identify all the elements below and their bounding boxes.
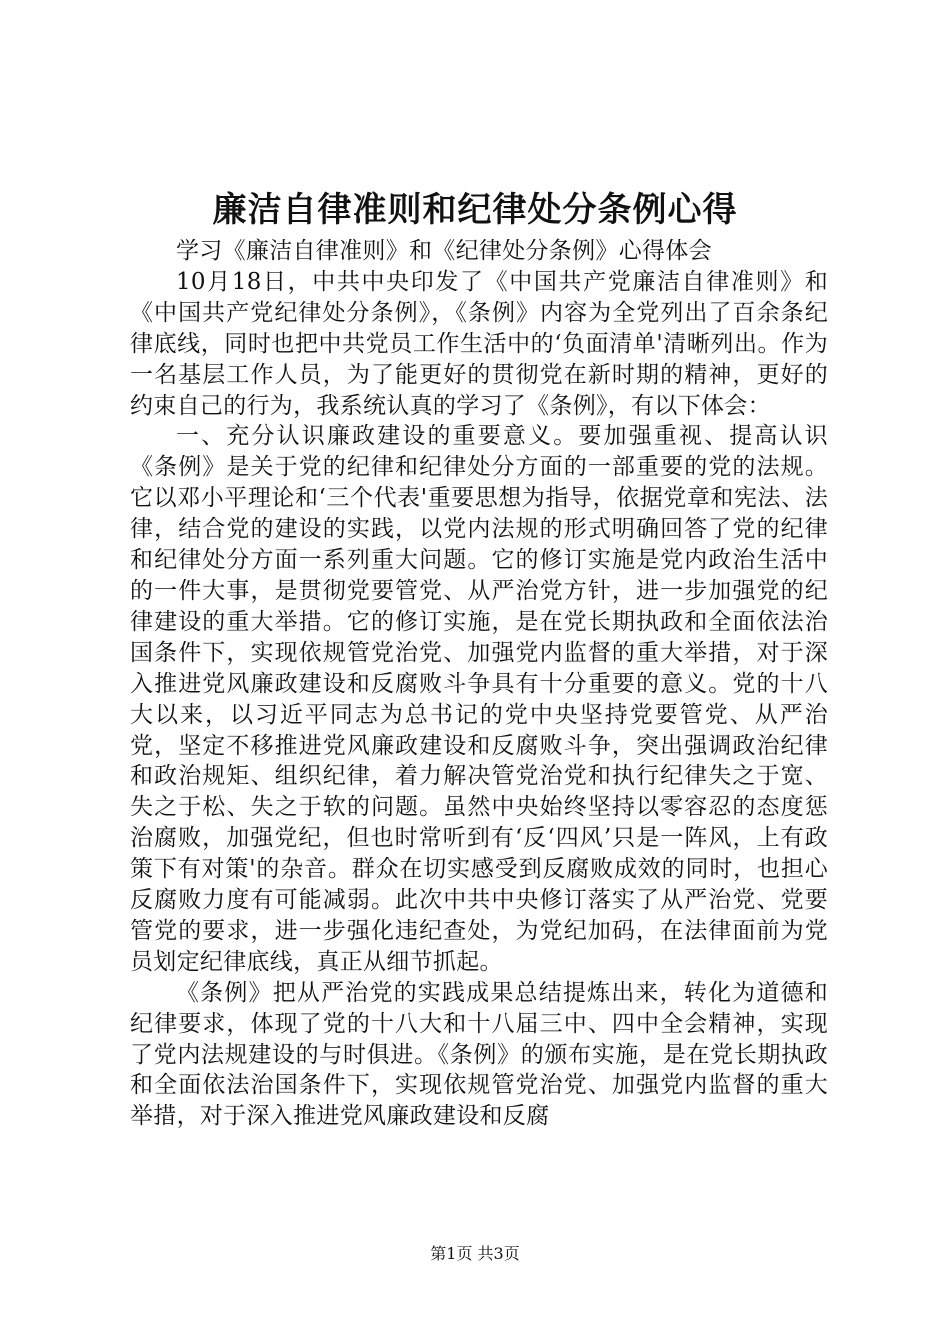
- intro-paragraph: 10月18日，中共中央印发了《中国共产党廉洁自律准则》和《中国共产党纪律处分条例》，《条例》内容为全党列出了百余条纪律底线，同时也把中共党员工作生活中的‘负面清单'清晰列出。作为一名基层工作人员，为了能更好的贯彻党在新时期的精神，更好的约束自己的行为，我系统认真的学习了《条例》，有以下体会：: [130, 268, 828, 419]
- section-one-paragraph: 一、充分认识廉政建设的重要意义。要加强重视、提高认识《条例》是关于党的纪律和纪律处分方面的一部重要的党的法规。它以邓小平理论和‘三个代表'重要思想为指导，依据党章和宪法、法律，结合党的建设的实践，以党内法规的形式明确回答了党的纪律和纪律处分方面一系列重大问题。它的修订实施是党内政治生活中的一件大事，是贯彻党要管党、从严治党方针，进一步加强党的纪律建设的重大举措。它的修订实施，是在党长期执政和全面依法治国条件下，实现依规管党治党、加强党内监督的重大举措，对于深入推进党风廉政建设和反腐败斗争具有十分重要的意义。党的十八大以来，以习近平同志为总书记的党中央坚持党要管党、从严治党，坚定不移推进党风廉政建设和反腐败斗争，突出强调政治纪律和政治规矩、组织纪律，着力解决管党治党和执行纪律失之于宽、失之于松、失之于软的问题。虽然中央始终坚持以零容忍的态度惩治腐败，加强党纪，但也时常听到有‘反‘四风’只是一阵风，上有政策下有对策'的杂音。群众在切实感受到反腐败成效的同时，也担心反腐败力度有可能减弱。此次中共中央修订落实了从严治党、党要管党的要求，进一步强化违纪查处，为党纪加码，在法律面前为党员划定纪律底线，真正从细节抓起。: [130, 423, 828, 975]
- document-body: [130, 236, 828, 1132]
- subtitle-paragraph: 学习《廉洁自律准则》和《纪律处分条例》心得体会: [176, 238, 712, 264]
- document-title: 廉洁自律准则和纪律处分条例心得: [212, 190, 738, 230]
- page-number-footer: 第1页 共3页: [430, 1244, 520, 1263]
- regulation-paragraph: 《条例》把从严治党的实践成果总结提炼出来，转化为道德和纪律要求，体现了党的十八大和十八届三中、四中全会精神，实现了党内法规建设的与时俱进。《条例》的颁布实施，是在党长期执政和全面依法治国条件下，实现依规管党治党、加强党内监督的重大举措，对于深入推进党风廉政建设和反腐: [130, 979, 828, 1130]
